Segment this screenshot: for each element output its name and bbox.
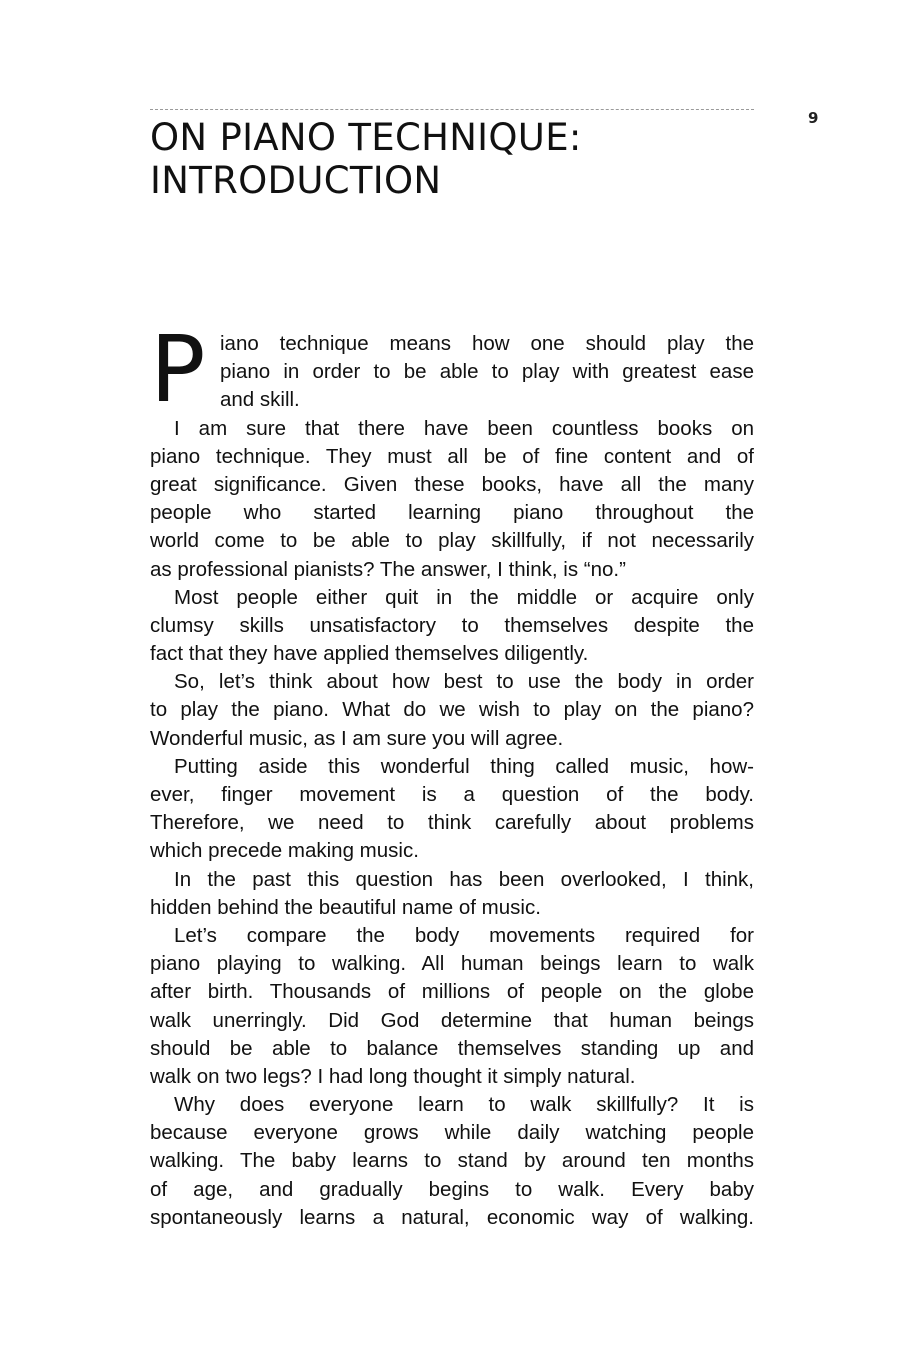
- text-line: Why does everyone learn to walk skillfully? It is: [174, 1093, 754, 1117]
- text-line: walk unerringly. Did God determine that human beings: [150, 1008, 754, 1032]
- text-line: Putting aside this wonderful thing called music, how-: [174, 754, 754, 778]
- text-line: great significance. Given these books, have all the many: [150, 472, 754, 496]
- chapter-title-line: ON PIANO TECHNIQUE:: [150, 116, 582, 159]
- text-line: world come to be able to play skillfully, if not necessarily: [150, 529, 754, 553]
- text-line: should be able to balance themselves standing up and: [150, 1036, 754, 1060]
- text-line: Wonderful music, as I am sure you will agree.: [150, 726, 564, 750]
- text-line: piano technique. They must all be of fine content and of: [150, 444, 754, 468]
- text-line: Most people either quit in the middle or acquire only: [174, 585, 754, 609]
- text-line: as professional pianists? The answer, I think, is “no.”: [150, 557, 626, 581]
- text-line: of age, and gradually begins to walk. Every baby: [150, 1177, 754, 1201]
- text-line: ever, finger movement is a question of the body.: [150, 783, 754, 806]
- text-line: and skill.: [220, 388, 300, 412]
- text-line: iano technique means how one should play the: [220, 332, 754, 355]
- text-line: piano playing to walking. All human beings learn to walk: [150, 952, 754, 976]
- text-line: Therefore, we need to think carefully about problems: [150, 811, 754, 835]
- text-line: walking. The baby learns to stand by around ten months: [150, 1149, 754, 1173]
- header-rule: [150, 109, 754, 110]
- text-line: I am sure that there have been countless books on: [174, 416, 754, 440]
- text-line: clumsy skills unsatisfactory to themselves despite the: [150, 613, 754, 637]
- text-line: to play the piano. What do we wish to play on the piano?: [150, 698, 754, 722]
- text-line: walk on two legs? I had long thought it simply natural.: [150, 1064, 636, 1088]
- text-line: hidden behind the beautiful name of music.: [150, 895, 541, 919]
- text-line: piano in order to be able to play with greatest ease: [220, 360, 754, 384]
- text-line: because everyone grows while daily watching people: [150, 1121, 754, 1145]
- text-line: which precede making music.: [150, 839, 419, 863]
- text-line: people who started learning piano throughout the: [150, 501, 754, 525]
- chapter-title-line: INTRODUCTION: [150, 159, 442, 202]
- text-line: Let’s compare the body movements required for: [174, 923, 754, 947]
- body-text: [150, 330, 754, 1232]
- text-line: So, let’s think about how best to use the body in order: [174, 670, 754, 694]
- drop-cap: P: [150, 316, 206, 423]
- page-number: 9: [808, 109, 819, 127]
- chapter-title: [150, 116, 770, 202]
- text-line: spontaneously learns a natural, economic way of walking.: [150, 1205, 754, 1229]
- text-line: fact that they have applied themselves diligently.: [150, 642, 589, 666]
- text-line: after birth. Thousands of millions of people on the globe: [150, 980, 754, 1004]
- text-line: In the past this question has been overlooked, I think,: [174, 867, 754, 891]
